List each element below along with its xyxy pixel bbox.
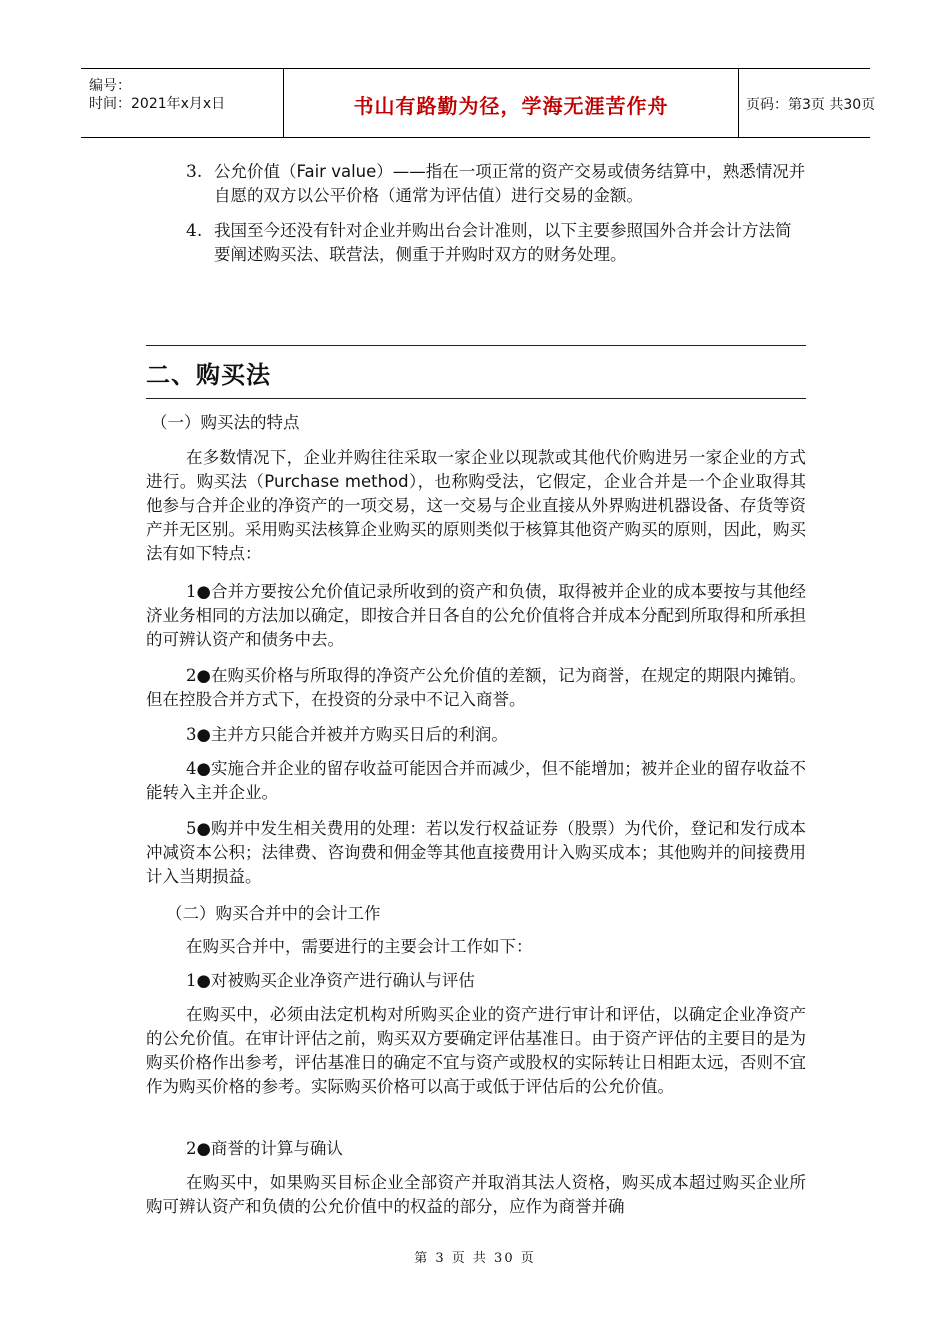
header-meta-cell [81,69,283,137]
paragraph-work-intro: 在购买合并中，需要进行的主要会计工作如下： [186,937,533,956]
bullet-icon: ● [196,759,211,778]
paragraph-work1: 在购买中，必须由法定机构对所购买企业的资产进行审计和评估，以确定企业净资产的公允价值。在审计评估之前，购买双方要确定评估基准日。由于资产评估的主要目的是为购买价格作出参考，评估基准日的确定不宜与资产或股权的实际转让日相距太远，否则不宜作为购买价格的参考。实际购买价格可以高于或低于评估后的公允价值。 [146,1005,806,1096]
bullet-icon: ● [196,666,211,685]
subheading-accounting-work: （二）购买合并中的会计工作 [166,904,381,923]
work-number: 1 [186,971,197,990]
bullet-icon: ● [196,725,211,744]
serial-number-label: 编号： [89,78,131,94]
feature-item [146,723,806,747]
feature-text: 在购买价格与所取得的净资产公允价值的差额，记为商誉，在规定的期限内摊销。但在控股合并方式下，在投资的分录中不记入商誉。 [146,666,807,709]
section-rule-bottom [146,398,806,399]
feature-text: 合并方要按公允价值记录所收到的资产和负债，取得被并企业的成本要按与其他经济业务相同的方法加以确定，即按合并日各自的公允价值将合并成本分配到所取得和所承担的可辨认资产和债务中去。 [146,582,807,649]
paragraph-work2: 在购买中，如果购买目标企业全部资产并取消其法人资格，购买成本超过购买企业所购可辨认资产和负债的公允价值中的权益的部分，应作为商誉并确 [146,1173,806,1216]
motto-text: 书山有路勤为径，学海无涯苦作舟 [353,94,669,118]
work-item-title [146,969,806,993]
subheading-features: （一）购买法的特点 [151,413,300,432]
feature-number: 3 [186,725,197,744]
list-text: 公允价值（Fair value）——指在一项正常的资产交易或债务结算中，熟悉情况并自愿的双方以公平价格（通常为评估值）进行交易的金额。 [214,162,806,205]
time-label: 时间：2021年x月x日 [89,96,226,112]
feature-item [146,817,806,889]
bullet-icon: ● [196,582,211,601]
feature-item [146,580,806,652]
list-text: 我国至今还没有针对企业并购出台会计准则，以下主要参照国外合并会计方法简要阐述购买法、联营法，侧重于并购时双方的财务处理。 [214,221,792,264]
feature-text: 实施合并企业的留存收益可能因合并而减少，但不能增加；被并企业的留存收益不能转入主并企业。 [146,759,807,802]
feature-text: 主并方只能合并被并方购买日后的利润。 [210,725,508,744]
work-title-text: 商誉的计算与确认 [210,1139,343,1158]
feature-item [146,757,806,805]
document-header [81,68,876,138]
page-footer: 第 3 页 共 30 页 [414,1251,536,1266]
feature-text: 购并中发生相关费用的处理：若以发行权益证券（股票）为代价，登记和发行成本冲减资本公积；法律费、咨询费和佣金等其他直接费用计入购买成本；其他购并的间接费用计入当期损益。 [146,819,807,886]
paragraph-intro [146,446,806,566]
work-title-text: 对被购买企业净资产进行确认与评估 [210,971,475,990]
header-motto-cell [283,69,739,137]
header-page-cell [738,69,876,137]
bullet-icon: ● [196,1139,211,1158]
list-item [146,160,806,208]
work-item-title [146,1137,806,1161]
list-number: 3. [186,162,203,182]
intro-text: 在多数情况下，企业并购往往采取一家企业以现款或其他代价购进另一家企业的方式进行。购买法（Purchase method），也称购受法，它假定，企业合并是一个企业取得其他参与合并企业的净资产的一项交易，这一交易与企业直接从外界购进机器设备、存货等资产并无区别。采用购买法核算企业购买的原则类似于核算其他资产购买的原则，因此，购买法有如下特点： [146,448,806,563]
section-title: 二、购买法 [146,361,271,389]
page-info: 页码：第3页 共30页 [746,97,876,113]
feature-number: 2 [186,666,197,685]
bullet-icon: ● [196,819,211,838]
list-number: 4. [186,221,203,241]
bullet-icon: ● [196,971,211,990]
feature-number: 4 [186,759,197,778]
feature-number: 5 [186,819,197,838]
section-rule-top [146,345,806,346]
feature-number: 1 [186,582,197,601]
work-number: 2 [186,1139,197,1158]
feature-item [146,664,806,712]
list-item [146,219,806,267]
